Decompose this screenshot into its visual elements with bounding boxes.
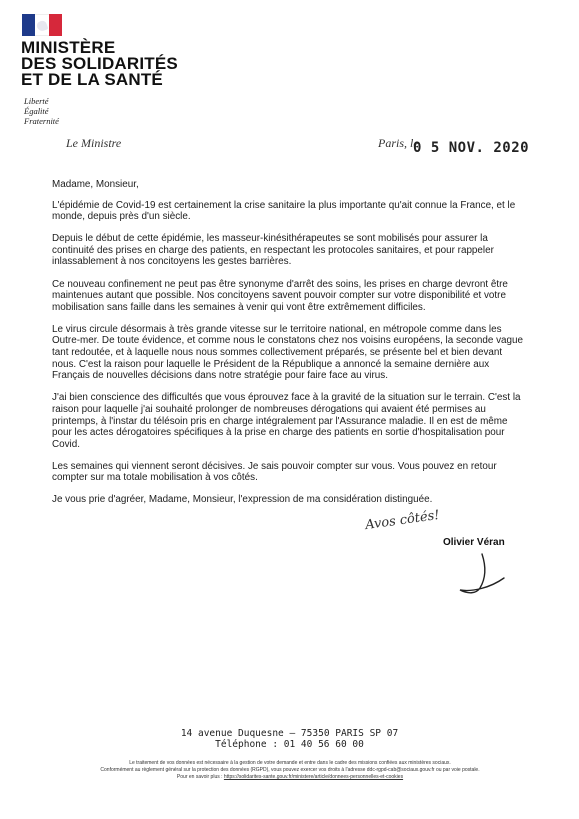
republic-motto xyxy=(24,96,59,126)
paragraph-5: J'ai bien conscience des difficultés que vous éprouvez face à la gravité de la situation sur le terrain. C'est la raison pour laquelle j'ai souhaité prolonger de nombreuses dérogations qui avaient été permises au printemps, à l'instar du télésoin pris en charge intégralement par l'Assurance maladie. Il en est de même pour les actes dérogatoires spécifiques à la prise en charge des patients en sortie d'hospitalisation pour Covid. xyxy=(52,392,521,450)
motto-liberte: Liberté xyxy=(24,96,49,106)
salutation: Madame, Monsieur, xyxy=(52,179,139,190)
footer-address: 14 avenue Duquesne – 75350 PARIS SP 07 xyxy=(180,728,399,739)
footer-legal-notice xyxy=(55,760,525,781)
motto-egalite: Égalité xyxy=(24,106,49,116)
footer-phone: Téléphone : 01 40 56 60 00 xyxy=(215,739,364,750)
legal-line-1: Le traitement de vos données est nécessaire à la gestion de votre demande et entre dans le cadre des missions confiées aux ministères sociaux. xyxy=(129,760,451,766)
handwritten-note: Avos côtés! xyxy=(364,507,441,534)
ministry-line-1: MINISTÈRE xyxy=(21,38,116,57)
footer-address-block xyxy=(0,728,579,750)
place-label: Paris, le xyxy=(378,136,419,150)
paragraph-6: Les semaines qui viennent seront décisives. Je sais pouvoir compter sur vous. Vous pouvez en retour compter sur ma totale mobilisation à vos côtés. xyxy=(52,460,497,484)
signature-name: Olivier Véran xyxy=(443,537,505,548)
ministry-name xyxy=(21,40,178,88)
paragraph-4: Le virus circule désormais à très grande vitesse sur le territoire national, en métropole comme dans les Outre-mer. De toute évidence, et comme nous le constatons chez nos voisins européens, la seconde vague tant redoutée, et à laquelle nous nous sommes collectivement préparés, se présente bel et bien devant nous. C'est la raison pour laquelle le Président de la République a annoncé la semaine dernière aux Français de nouvelles décisions dans notre stratégie pour faire face au virus. xyxy=(52,323,523,382)
ministry-line-2: DES SOLIDARITÉS xyxy=(21,54,178,73)
signer-title: Le Ministre xyxy=(66,136,122,150)
letter-body xyxy=(52,179,524,517)
paragraph-2: Depuis le début de cette épidémie, les masseur-kinésithérapeutes se sont mobilisés pour assurer la continuité des prises en charge des patients, en respectant les protocoles sanitaires, et pour rappeler inlassablement à nos concitoyens les gestes barrières. xyxy=(52,233,494,268)
handwritten-signature xyxy=(420,548,510,598)
republic-flag-logo xyxy=(22,14,62,36)
paragraph-3: Ce nouveau confinement ne peut pas être synonyme d'arrêt des soins, les prises en charge devront être maintenues autant que possible. Nos concitoyens savent pouvoir compter sur votre disponibilité et votre mobilisation sans faille dans les semaines à venir qui vont être extrêmement difficiles. xyxy=(52,278,508,313)
privacy-policy-link[interactable]: https://solidarites-sante.gouv.fr/ministere/article/donnees-personnelles-et-cookies xyxy=(223,774,404,780)
motto-fraternite: Fraternité xyxy=(24,116,59,126)
legal-line-3-prefix: Pour en savoir plus : xyxy=(176,774,223,780)
closing-formula: Je vous prie d'agréer, Madame, Monsieur, l'expression de ma considération distinguée. xyxy=(52,494,433,506)
legal-line-3 xyxy=(55,774,525,781)
legal-line-2: Conformément au règlement général sur la protection des données (RGPD), vous pouvez exercer vos droits à l'adresse ddc-rgpd-cab@sociaux.gouv.fr ou par voie postale. xyxy=(100,767,480,773)
date-stamp: 0 5 NOV. 2020 xyxy=(413,140,530,156)
paragraph-1: L'épidémie de Covid-19 est certainement la crise sanitaire la plus importante qu'ait connue la France, et le monde, depuis près d'un siècle. xyxy=(52,199,516,223)
ministry-line-3: ET DE LA SANTÉ xyxy=(21,70,163,89)
